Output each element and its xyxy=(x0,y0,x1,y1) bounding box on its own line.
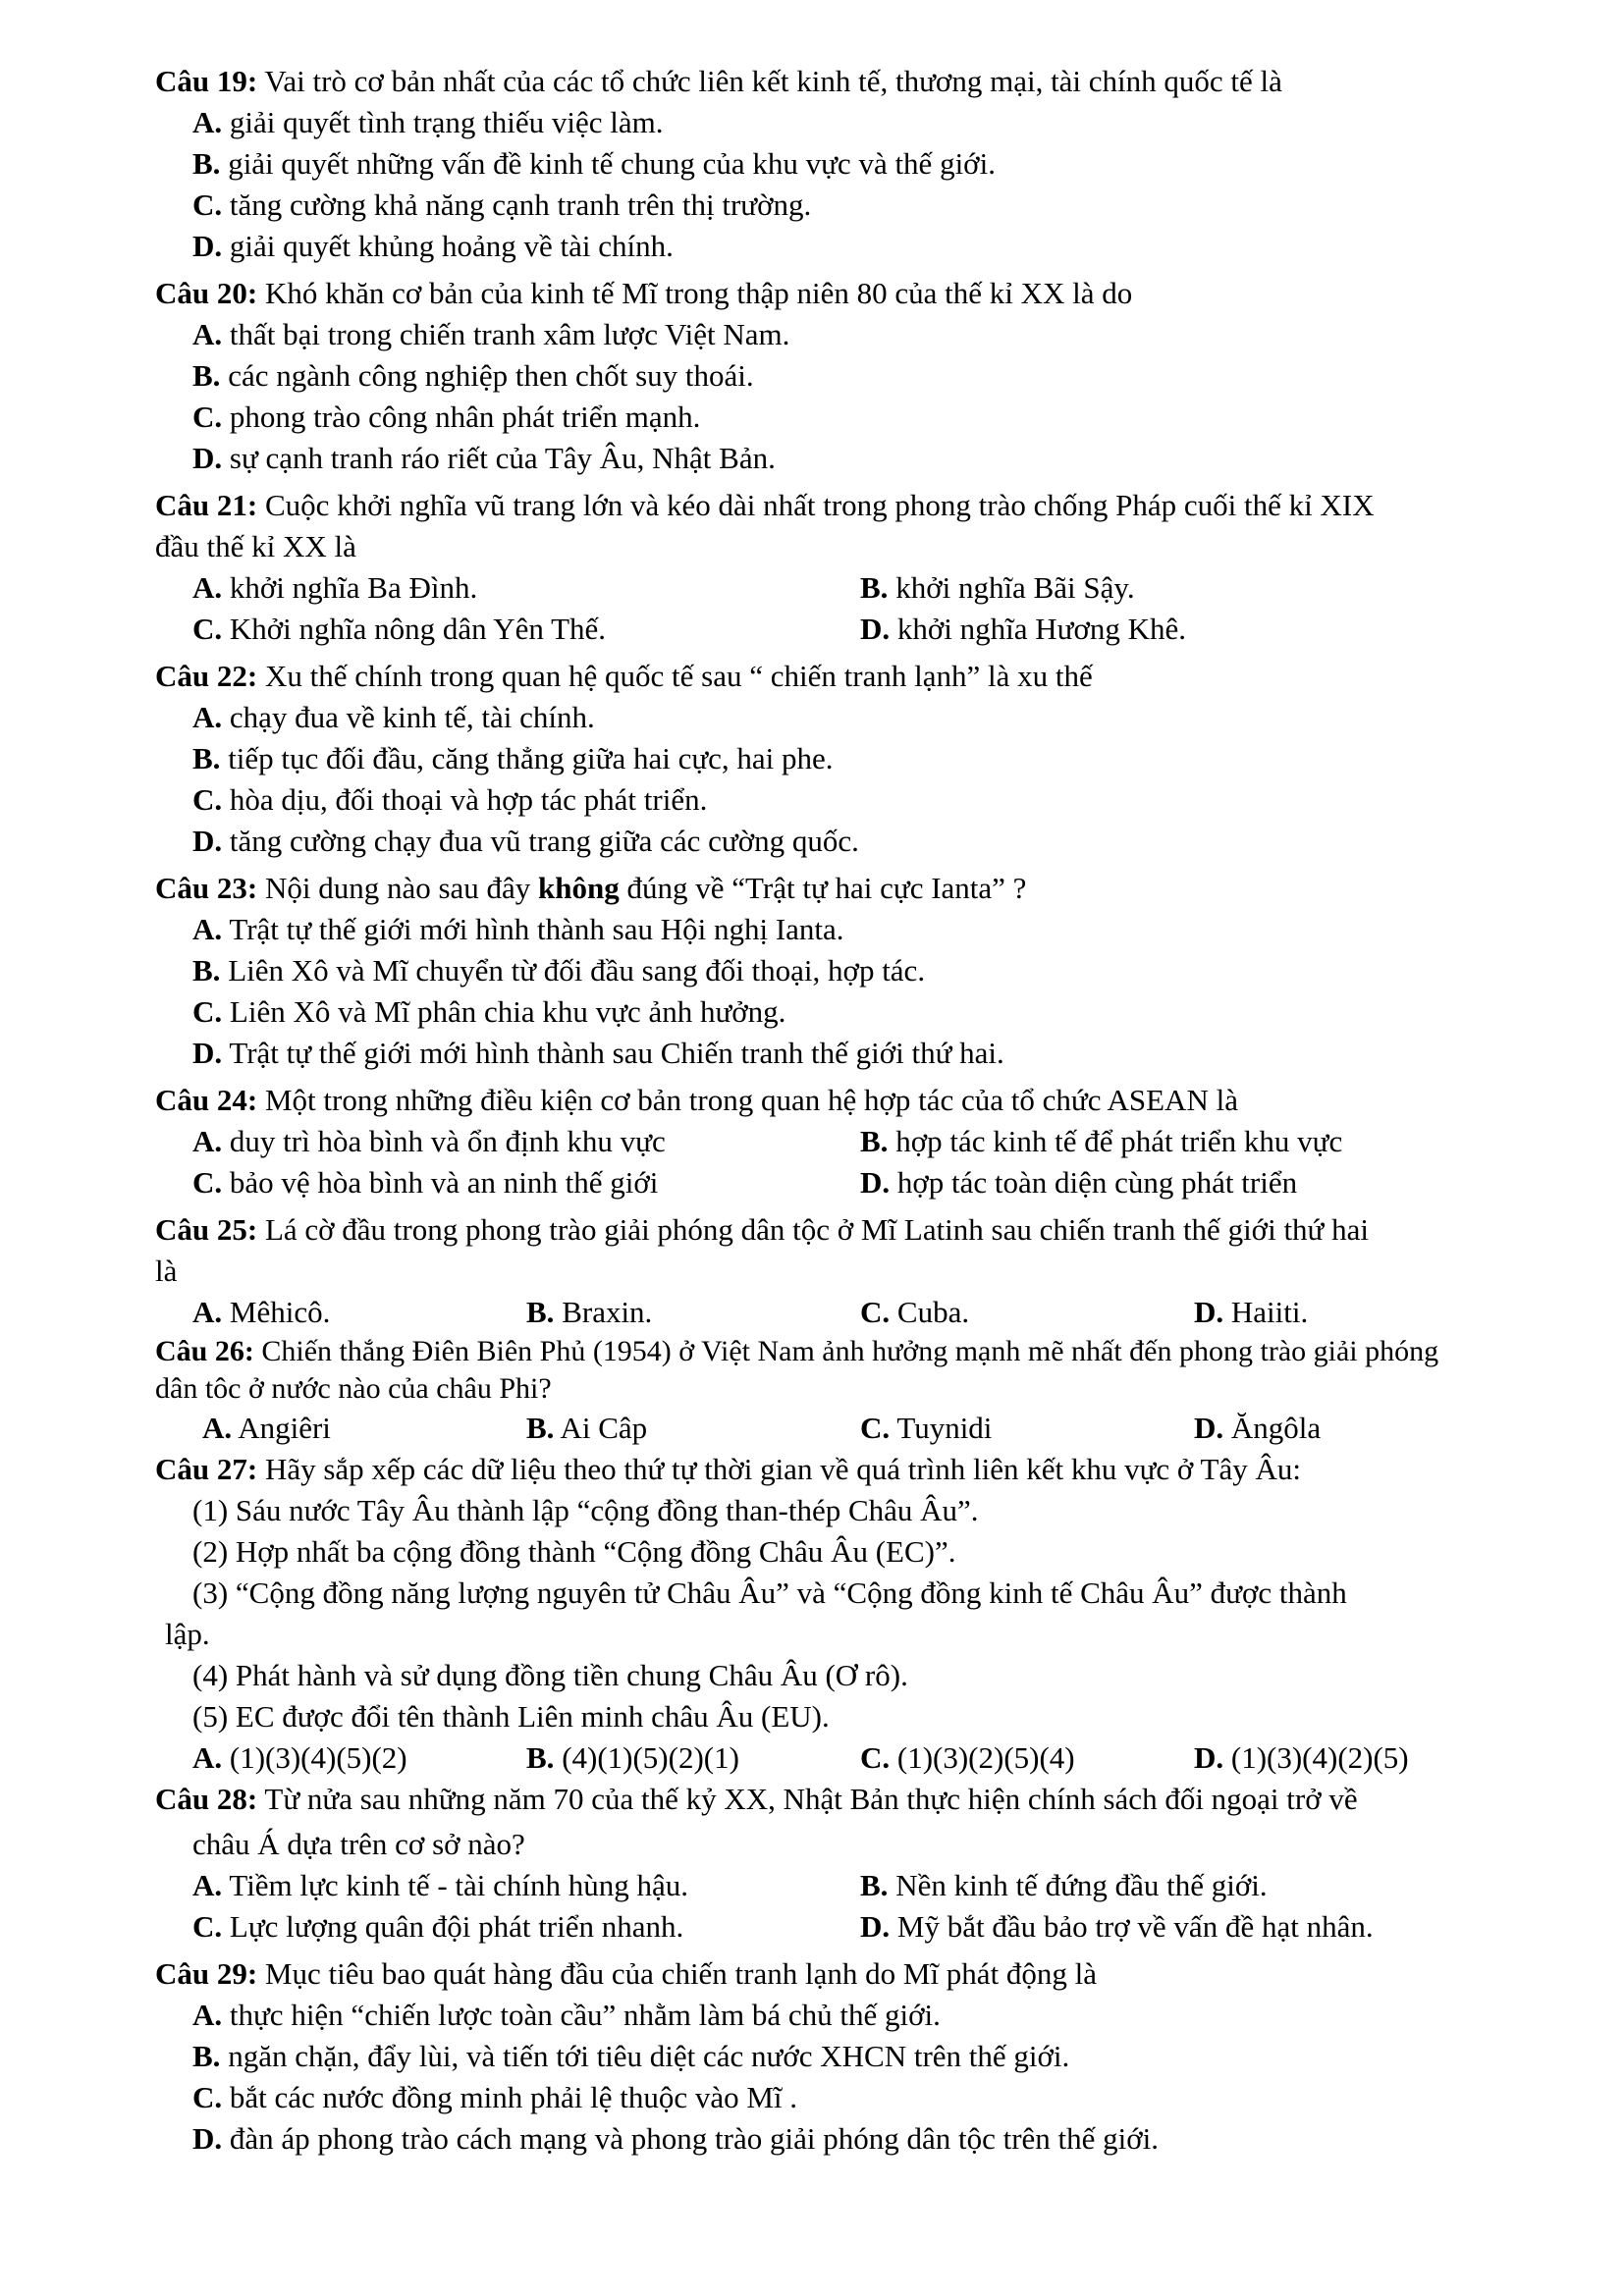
option-label: B. xyxy=(860,1124,889,1158)
question-text: dân tôc ở nước nào của châu Phi? xyxy=(155,1372,552,1405)
option-label: C. xyxy=(860,1740,891,1775)
option-label: A. xyxy=(192,1295,223,1329)
option-text: ngăn chặn, đẩy lùi, và tiến tới tiêu diệt các nước XHCN trên thế giới. xyxy=(228,2039,1070,2073)
option-label: C. xyxy=(192,994,223,1029)
option-text: tăng cường khả năng cạnh tranh trên thị trường. xyxy=(229,187,812,222)
option-d xyxy=(1194,1737,1409,1779)
option-text: Khởi nghĩa nông dân Yên Thế. xyxy=(229,612,607,646)
option-text: hợp tác kinh tế để phát triển khu vực xyxy=(895,1124,1343,1158)
option-text: đàn áp phong trào cách mạng và phong trào giải phóng dân tộc trên thế giới. xyxy=(229,2121,1160,2156)
option-label: D. xyxy=(860,1909,891,1944)
question-number: Câu 24: xyxy=(155,1083,258,1117)
question-text: Khó khăn cơ bản của kinh tế Mĩ trong thập niên 80 của thế kỉ XX là do xyxy=(264,276,1133,310)
option-text: Lực lượng quân đội phát triển nhanh. xyxy=(229,1909,684,1944)
option-label: B. xyxy=(192,741,221,775)
question-24 xyxy=(155,1080,1598,1121)
list-item: (3) “Cộng đồng năng lượng nguyên tử Châu Âu” và “Cộng đồng kinh tế Châu Âu” được thành xyxy=(192,1575,1347,1610)
option-text: bảo vệ hòa bình và an ninh thế giới xyxy=(229,1165,659,1200)
option-a xyxy=(192,1865,688,1906)
question-28-continued xyxy=(155,1824,1598,1865)
option-text: khởi nghĩa Hương Khê. xyxy=(896,612,1186,646)
question-text: Mục tiêu bao quát hàng đầu của chiến tranh lạnh do Mĩ phát động là xyxy=(264,1956,1098,1991)
option-label: B. xyxy=(860,570,889,605)
option-label: C. xyxy=(192,187,223,222)
option-row xyxy=(155,1865,1598,1906)
option-text: (1)(3)(4)(5)(2) xyxy=(229,1740,407,1775)
option-label: C. xyxy=(192,2080,223,2114)
question-number: Câu 22: xyxy=(155,659,258,693)
option-d xyxy=(1194,1292,1308,1333)
option-label: D. xyxy=(192,2121,223,2156)
option-label: D. xyxy=(1194,1740,1224,1775)
option-c xyxy=(192,609,606,650)
option-b xyxy=(860,1865,1268,1906)
list-item: (1) Sáu nước Tây Âu thành lập “cộng đồng than-thép Châu Âu”. xyxy=(192,1493,979,1527)
option-label: A. xyxy=(192,1998,223,2032)
option-text: hợp tác toàn diện cùng phát triển xyxy=(896,1165,1298,1200)
option-text: các ngành công nghiệp then chốt suy thoái. xyxy=(228,358,754,393)
option-text: Haiiti. xyxy=(1230,1295,1309,1329)
question-number: Câu 19: xyxy=(155,64,258,98)
option-text: Nền kinh tế đứng đầu thế giới. xyxy=(895,1868,1268,1902)
question-22 xyxy=(155,656,1598,697)
option-a xyxy=(155,697,1598,738)
option-d xyxy=(155,438,1598,479)
option-label: D. xyxy=(192,1036,223,1070)
option-text: thực hiện “chiến lược toàn cầu” nhằm làm bá chủ thế giới. xyxy=(229,1998,941,2032)
option-text: chạy đua về kinh tế, tài chính. xyxy=(229,700,595,734)
option-text: Trật tự thế giới mới hình thành sau Hội nghị Ianta. xyxy=(229,912,844,946)
option-text: Ăngôla xyxy=(1230,1411,1322,1445)
question-25 xyxy=(155,1209,1598,1251)
option-row xyxy=(155,1292,1598,1333)
option-text: Trật tự thế giới mới hình thành sau Chiến tranh thế giới thứ hai. xyxy=(229,1036,1004,1070)
option-c xyxy=(155,2077,1598,2118)
option-b xyxy=(155,143,1598,185)
option-d xyxy=(860,609,1186,650)
question-25-continued xyxy=(155,1251,1598,1292)
option-text: Mêhicô. xyxy=(229,1295,331,1329)
option-b xyxy=(526,1408,647,1449)
list-item-continued: lập. xyxy=(165,1617,210,1651)
option-label: D. xyxy=(192,824,223,858)
option-c xyxy=(155,185,1598,226)
option-text: Liên Xô và Mĩ phân chia khu vực ảnh hưởng. xyxy=(229,994,786,1029)
question-21 xyxy=(155,485,1598,526)
option-c xyxy=(155,991,1598,1033)
option-label: B. xyxy=(526,1740,555,1775)
option-row xyxy=(155,1162,1598,1203)
option-text: giải quyết những vấn đề kinh tế chung của khu vực và thế giới. xyxy=(228,146,996,181)
option-label: B. xyxy=(192,146,221,181)
option-text: giải quyết tình trạng thiếu việc làm. xyxy=(229,105,664,139)
option-row xyxy=(155,1737,1598,1779)
option-b xyxy=(155,738,1598,779)
option-c xyxy=(155,397,1598,438)
option-label: B. xyxy=(526,1411,555,1445)
option-label: A. xyxy=(192,1868,223,1902)
option-d xyxy=(155,226,1598,267)
question-26 xyxy=(155,1333,1598,1370)
option-label: C. xyxy=(192,612,223,646)
option-text: duy trì hòa bình và ổn định khu vực xyxy=(229,1124,666,1158)
option-a xyxy=(192,567,477,609)
option-label: A. xyxy=(192,317,223,351)
option-c xyxy=(860,1408,992,1449)
option-row xyxy=(155,1408,1598,1449)
option-b xyxy=(155,355,1598,397)
option-a xyxy=(155,909,1598,950)
question-text: Từ nửa sau những năm 70 của thế kỷ XX, Nhật Bản thực hiện chính sách đối ngoại trở về xyxy=(264,1782,1358,1816)
option-b xyxy=(526,1292,652,1333)
option-text: sự cạnh tranh ráo riết của Tây Âu, Nhật Bản. xyxy=(229,441,776,475)
option-label: A. xyxy=(192,912,223,946)
option-text: tăng cường chạy đua vũ trang giữa các cường quốc. xyxy=(229,824,859,858)
option-text: (4)(1)(5)(2)(1) xyxy=(562,1740,739,1775)
option-label: B. xyxy=(860,1868,889,1902)
option-label: C. xyxy=(192,400,223,434)
option-b xyxy=(526,1737,739,1779)
option-b xyxy=(155,950,1598,991)
option-text: khởi nghĩa Ba Đình. xyxy=(229,570,478,605)
option-label: A. xyxy=(202,1411,233,1445)
option-a xyxy=(155,1995,1598,2036)
list-item: (5) EC được đổi tên thành Liên minh châu Âu (EU). xyxy=(192,1699,830,1734)
option-label: C. xyxy=(860,1295,891,1329)
question-19 xyxy=(155,61,1598,102)
option-a xyxy=(155,314,1598,355)
option-text: bắt các nước đồng minh phải lệ thuộc vào Mĩ . xyxy=(229,2080,798,2114)
question-28 xyxy=(155,1779,1598,1820)
option-label: B. xyxy=(192,2039,221,2073)
question-text: đúng về “Trật tự hai cực Ianta” ? xyxy=(619,871,1027,905)
list-item: (2) Hợp nhất ba cộng đồng thành “Cộng đồng Châu Âu (EC)”. xyxy=(192,1534,956,1569)
option-a xyxy=(192,1737,407,1779)
option-c xyxy=(860,1292,969,1333)
option-text: (1)(3)(4)(2)(5) xyxy=(1230,1740,1409,1775)
question-number: Câu 26: xyxy=(155,1335,254,1367)
option-text: hòa dịu, đối thoại và hợp tác phát triển. xyxy=(229,782,708,817)
question-text: Chiến thắng Điên Biên Phủ (1954) ở Việt Nam ảnh hưởng mạnh mẽ nhất đến phong trào giải phóng xyxy=(261,1335,1439,1367)
option-a xyxy=(202,1408,331,1449)
option-label: D. xyxy=(860,1165,891,1200)
option-a xyxy=(155,102,1598,143)
question-26-continued xyxy=(155,1370,1598,1408)
option-label: A. xyxy=(192,1740,223,1775)
option-label: A. xyxy=(192,700,223,734)
question-text: Lá cờ đầu trong phong trào giải phóng dân tộc ở Mĩ Latinh sau chiến tranh thế giới thứ hai xyxy=(264,1212,1369,1247)
option-row xyxy=(155,1121,1598,1162)
option-text: tiếp tục đối đầu, căng thẳng giữa hai cực, hai phe. xyxy=(228,741,834,775)
option-row xyxy=(155,567,1598,609)
option-d xyxy=(155,1033,1598,1074)
option-text: (1)(3)(2)(5)(4) xyxy=(896,1740,1075,1775)
option-row xyxy=(155,609,1598,650)
option-a xyxy=(192,1292,330,1333)
option-label: B. xyxy=(526,1295,555,1329)
question-text: Một trong những điều kiện cơ bản trong quan hệ hợp tác của tổ chức ASEAN là xyxy=(264,1083,1238,1117)
question-number: Câu 27: xyxy=(155,1452,258,1486)
question-number: Câu 23: xyxy=(155,871,258,905)
question-number: Câu 20: xyxy=(155,276,258,310)
option-text: Mỹ bắt đầu bảo trợ về vấn đề hạt nhân. xyxy=(896,1909,1374,1944)
exam-page xyxy=(155,61,1598,2160)
option-text: Liên Xô và Mĩ chuyển từ đối đầu sang đối thoại, hợp tác. xyxy=(228,953,926,988)
option-label: C. xyxy=(860,1411,891,1445)
option-label: C. xyxy=(192,1909,223,1944)
option-b xyxy=(860,567,1135,609)
question-text: Nội dung nào sau đây xyxy=(264,871,539,905)
question-text: Vai trò cơ bản nhất của các tổ chức liên kết kinh tế, thương mại, tài chính quốc tế là xyxy=(264,64,1282,98)
question-number: Câu 29: xyxy=(155,1956,258,1991)
question-text: Xu thế chính trong quan hệ quốc tế sau “ chiến tranh lạnh” là xu thế xyxy=(264,659,1093,693)
option-text: giải quyết khủng hoảng về tài chính. xyxy=(229,229,674,263)
option-c xyxy=(860,1737,1075,1779)
option-label: C. xyxy=(192,782,223,817)
option-label: B. xyxy=(192,953,221,988)
option-d xyxy=(1194,1408,1321,1449)
question-keyword: không xyxy=(538,871,620,905)
option-a xyxy=(192,1121,666,1162)
question-number: Câu 28: xyxy=(155,1782,258,1816)
option-label: A. xyxy=(192,570,223,605)
option-text: Tuynidi xyxy=(896,1411,993,1445)
option-label: D. xyxy=(1194,1295,1224,1329)
option-c xyxy=(192,1162,658,1203)
option-text: Braxin. xyxy=(562,1295,653,1329)
question-27 xyxy=(155,1449,1598,1490)
option-label: D. xyxy=(192,229,223,263)
question-text: châu Á dựa trên cơ sở nào? xyxy=(192,1827,525,1861)
question-text: đầu thế kỉ XX là xyxy=(155,529,356,563)
option-label: D. xyxy=(192,441,223,475)
option-label: C. xyxy=(192,1165,223,1200)
option-c xyxy=(192,1906,683,1948)
option-label: A. xyxy=(192,105,223,139)
option-label: B. xyxy=(192,358,221,393)
option-text: phong trào công nhân phát triển mạnh. xyxy=(229,400,701,434)
question-text: Hãy sắp xếp các dữ liệu theo thứ tự thời gian về quá trình liên kết khu vực ở Tây Âu: xyxy=(264,1452,1301,1486)
option-d xyxy=(155,821,1598,862)
option-text: Ai Câp xyxy=(560,1411,648,1445)
option-text: Tiềm lực kinh tế - tài chính hùng hậu. xyxy=(229,1868,689,1902)
question-29 xyxy=(155,1953,1598,1995)
question-23 xyxy=(155,868,1598,909)
option-label: A. xyxy=(192,1124,223,1158)
option-text: Angiêri xyxy=(238,1411,331,1445)
list-item: (4) Phát hành và sử dụng đồng tiền chung Châu Âu (Ơ rô). xyxy=(192,1658,908,1692)
option-d xyxy=(860,1162,1297,1203)
option-b xyxy=(155,2036,1598,2077)
option-text: thất bại trong chiến tranh xâm lược Việt Nam. xyxy=(229,317,790,351)
question-21-continued xyxy=(155,526,1598,567)
option-b xyxy=(860,1121,1342,1162)
option-d xyxy=(860,1906,1374,1948)
question-20 xyxy=(155,273,1598,314)
question-number: Câu 21: xyxy=(155,488,258,522)
option-row xyxy=(155,1906,1598,1948)
option-label: D. xyxy=(1194,1411,1224,1445)
question-text: Cuộc khởi nghĩa vũ trang lớn và kéo dài nhất trong phong trào chống Pháp cuối thế kỉ XIX xyxy=(264,488,1375,522)
option-d xyxy=(155,2118,1598,2160)
option-label: D. xyxy=(860,612,891,646)
option-text: Cuba. xyxy=(896,1295,970,1329)
option-text: khởi nghĩa Bãi Sậy. xyxy=(895,570,1135,605)
question-text: là xyxy=(155,1254,178,1288)
question-number: Câu 25: xyxy=(155,1212,258,1247)
option-c xyxy=(155,779,1598,821)
